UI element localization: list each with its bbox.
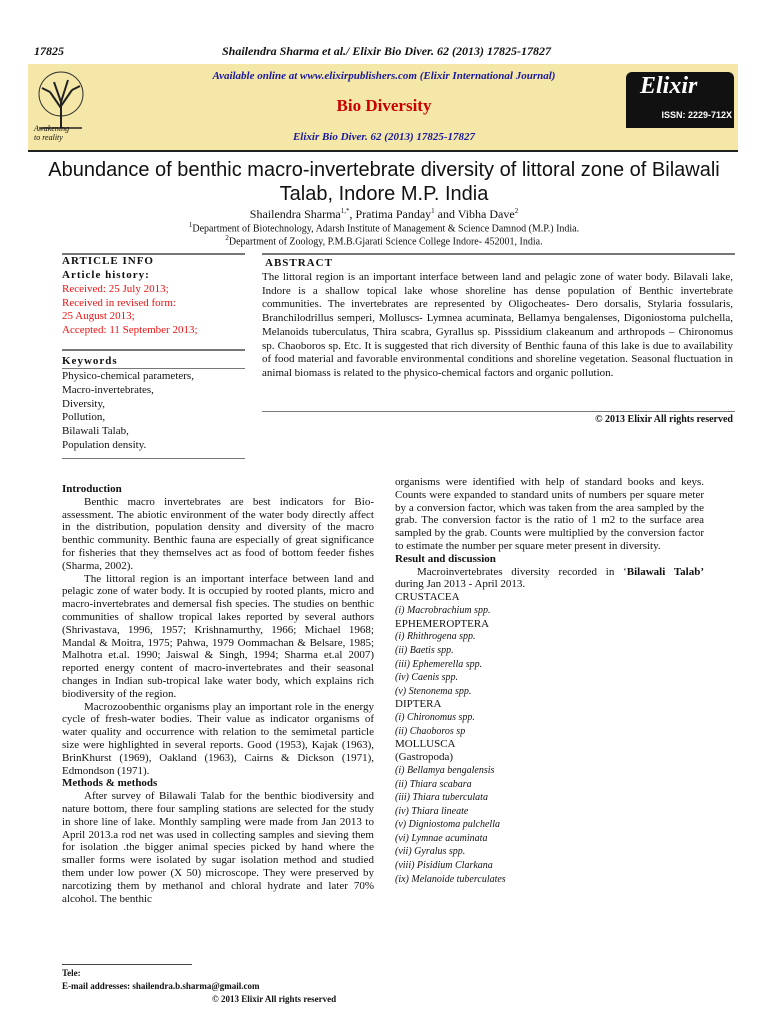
history-line: 25 August 2013; (62, 310, 135, 322)
paragraph: After survey of Bilawali Talab for the benthic biodiversity and nature bottom, there four sampling stations are selected for the study in shore line of lake. Monthly sampling were made from Jan 2013 to April 2013.a rod net was used in collecting samples and sieving them for isolation .the bigger animal species picked by hand where the smaller forms were isolated by sugar isolation method and studied them under low power (X 50) microscope. They were preserved by narcotizing them by methanol and chloral hydrate and later 70% alcohol. The benthic (62, 790, 374, 905)
keywords-list (62, 370, 194, 453)
paragraph: Macrozoobenthic organisms play an important role in the energy cycle of fresh-water bodies. Their value as indicator organisms of water quality and occurrence with relation to the semimetal particle size were highlighted in several reports. Good (1953), Kajak (1963), BrinKhurst (1969), Oakland (1963), Cairns & Dickson (1971), Edmondson (1971). (62, 700, 374, 777)
abstract-text: The littoral region is an important interface between land and pelagic zone of water body. Bilavali lake, Indore is a shallow topical lake whose shoreline has dense population of Benthic invertebrate communities. The invertebrates are represented by Oligocheates- Dero dorsalis, Stylaria fossularis, Branchilodrillus semperi, Molluscs- Lymnea acuminata, Bellamya bengalenses, Digoniostoma pulchella, Melanoids tuberculatus, Thira scabra, Gyrallus sp. Pisssidium clakeanum and arthropods – Chironomus sp. Chaoboros sp. Etc. It is suggested that rich diversity of Benthic fauna of this lake is due to availability of food material and favorable environmental conditions and shoreline vegetation. Seasonal fluctuation in animal biomass is related to the physico-chemical factors and organic pollution. (262, 271, 733, 379)
taxon-group: MOLLUSCA (395, 738, 456, 751)
taxon-item: (i) Bellamya bengalensis (395, 764, 495, 776)
keyword: Bilawali Talab, (62, 425, 129, 438)
article-info-bottom-rule (62, 458, 245, 459)
article-history (62, 283, 198, 337)
taxon-item: (i) Chironomus spp. (395, 712, 475, 724)
abstract-heading: ABSTRACT (265, 257, 333, 269)
keywords-rule (62, 349, 245, 351)
taxon-subgroup: (Gastropoda) (395, 751, 454, 764)
taxon-item: (iii) Ephemerella spp. (395, 658, 483, 670)
methods-heading: Methods & methods (62, 777, 158, 790)
authors: Shailendra Sharma$^{1,*}$, Pratima Panday$^1$ and Vibha Dave$^2$ (249, 207, 519, 221)
taxon-group: CRUSTACEA (395, 591, 460, 604)
section-name: Bio Diversity (336, 96, 432, 115)
article-history-heading: Article history: (62, 269, 150, 281)
taxon-item: (iii) Thiara tuberculata (395, 792, 488, 804)
taxon-item: (v) Digniostoma pulchella (395, 819, 500, 831)
keywords-subrule (62, 368, 245, 369)
keyword: Pollution, (62, 411, 106, 424)
abstract-bottom-rule (262, 411, 735, 412)
affiliation-1: $^1$Department of Biotechnology, Adarsh Institute of Management & Science Damnod (M.P.) India. (188, 221, 580, 235)
results-heading: Result and discussion (395, 552, 496, 565)
history-line: Received in revised form: (62, 296, 176, 309)
taxon-item: (i) Rhithrogena spp. (395, 631, 476, 643)
affiliation-1-text: Department of Biotechnology, Adarsh Institute of Management & Science Damnod (M.P.) India. (192, 223, 580, 235)
right-column (395, 476, 704, 886)
elixir-logo-text: Elixir (640, 73, 698, 99)
taxon-item: (ii) Thiara scabara (395, 778, 472, 790)
abstract-rights: © 2013 Elixir All rights reserved (595, 414, 733, 425)
left-column (62, 483, 374, 905)
keyword: Macro-invertebrates, (62, 383, 154, 396)
footnote-rule (62, 964, 192, 965)
abstract-rule (262, 253, 735, 255)
footnote-email: E-mail addresses: shailendra.b.sharma@gmail.com (62, 981, 260, 991)
keyword: Population density. (62, 438, 147, 451)
running-head: Shailendra Sharma et al./ Elixir Bio Diver. 62 (2013) 17825-17827 (222, 44, 552, 58)
taxon-item: (viii) Pisidium Clarkana (395, 860, 493, 872)
journal-reference: Elixir Bio Diver. 62 (2013) 17825-17827 (292, 131, 476, 143)
taxon-group: DIPTERA (395, 698, 442, 711)
tree-logo-text: Awakening to reality (34, 124, 70, 142)
affiliation-2-text: Department of Zoology, P.M.B.Gjarati Science College Indore- 452001, India. (228, 236, 543, 248)
available-online: Available online at www.elixirpublishers.com (Elixir International Journal) (212, 70, 556, 82)
paragraph: Benthic macro invertebrates are best indicators for Bio-assessment. The abiotic environment of the water body directly affect in the distribution, population density and diversity of the macro benthic community. Benthic fauna are especially of great significance for fisheries that they themselves act as food of bottom feeder fishes (Sharma, 2002). (62, 495, 374, 572)
footer-rights: © 2013 Elixir All rights reserved (212, 994, 337, 1004)
taxon-item: (ix) Melanoide tuberculates (395, 873, 506, 885)
taxon-item: (ii) Chaoboros sp (395, 725, 466, 737)
banner-divider (28, 150, 738, 152)
footnote-tele: Tele: (62, 968, 81, 978)
keyword: Physico-chemical parameters, (62, 370, 194, 382)
taxon-item: (ii) Baetis spp. (395, 644, 454, 656)
article-info-heading: ARTICLE INFO (62, 255, 154, 267)
taxon-item: (vi) Lymnae acuminata (395, 832, 488, 844)
lake-name: Bilawali Talab’ (626, 565, 704, 578)
taxon-item: (iv) Thiara lineate (395, 805, 469, 817)
paragraph (395, 566, 704, 592)
issn: ISSN: 2229-712X (661, 110, 732, 120)
history-line: Received: 25 July 2013; (62, 283, 169, 295)
paragraph: The littoral region is an important interface between land and pelagic zone of water body. It is occupied by rooted plants, micro and macro-invertebrates and demersal fish species. The studies on benthic communities of shallow tropical lakes reported by several authors (Shrivastava, 1996, 1957; Krishnamurthy, 1966; Michael 1968; Mandal & Moitra, 1975; Pahwa, 1979 Oommachan & Belsare, 1985; Malhotra et.al. 1990; Jaiswal & Singh, 1994; Sharma et.al 2007) reported energy content of macro-invertebrates and their seasonal changes in Indian sub-tropical lake water body, which explains rich biodiversity of the region. (62, 572, 374, 700)
keyword: Diversity, (62, 397, 105, 410)
taxon-item: (vii) Gyralus spp. (395, 846, 466, 858)
taxon-item: (i) Macrobrachium spp. (395, 604, 491, 616)
introduction-heading: Introduction (62, 483, 122, 495)
article-title: Abundance of benthic macro-invertebrate diversity of littoral zone of Bilawali Talab, Indore M.P. India (48, 159, 720, 205)
taxon-item: (iv) Caenis spp. (395, 672, 459, 684)
results-text-prefix: Macroinvertebrates diversity recorded in ‘ (417, 565, 627, 578)
paragraph: organisms were identified with help of standard books and keys. Counts were expanded to standard units of numbers per square meter by a conversion factor, which was taken from the area sampled by the grab. The conversion factor is the ratio of 1 m2 to the surface area sampled by the grab. Counts were multiplied by the conversion factor to estimate the number per square meter present in diversity. (395, 476, 704, 552)
results-text-suffix: during Jan 2013 - April 2013. (395, 578, 526, 591)
keywords-heading: Keywords (62, 355, 118, 367)
taxon-group: EPHEMEROPTERA (395, 617, 490, 630)
taxon-item: (v) Stenonema spp. (395, 685, 472, 697)
affiliation-2: $^2$Department of Zoology, P.M.B.Gjarati Science College Indore- 452001, India. (225, 234, 543, 248)
page-number: 17825 (34, 44, 64, 58)
history-line: Accepted: 11 September 2013; (62, 323, 198, 336)
